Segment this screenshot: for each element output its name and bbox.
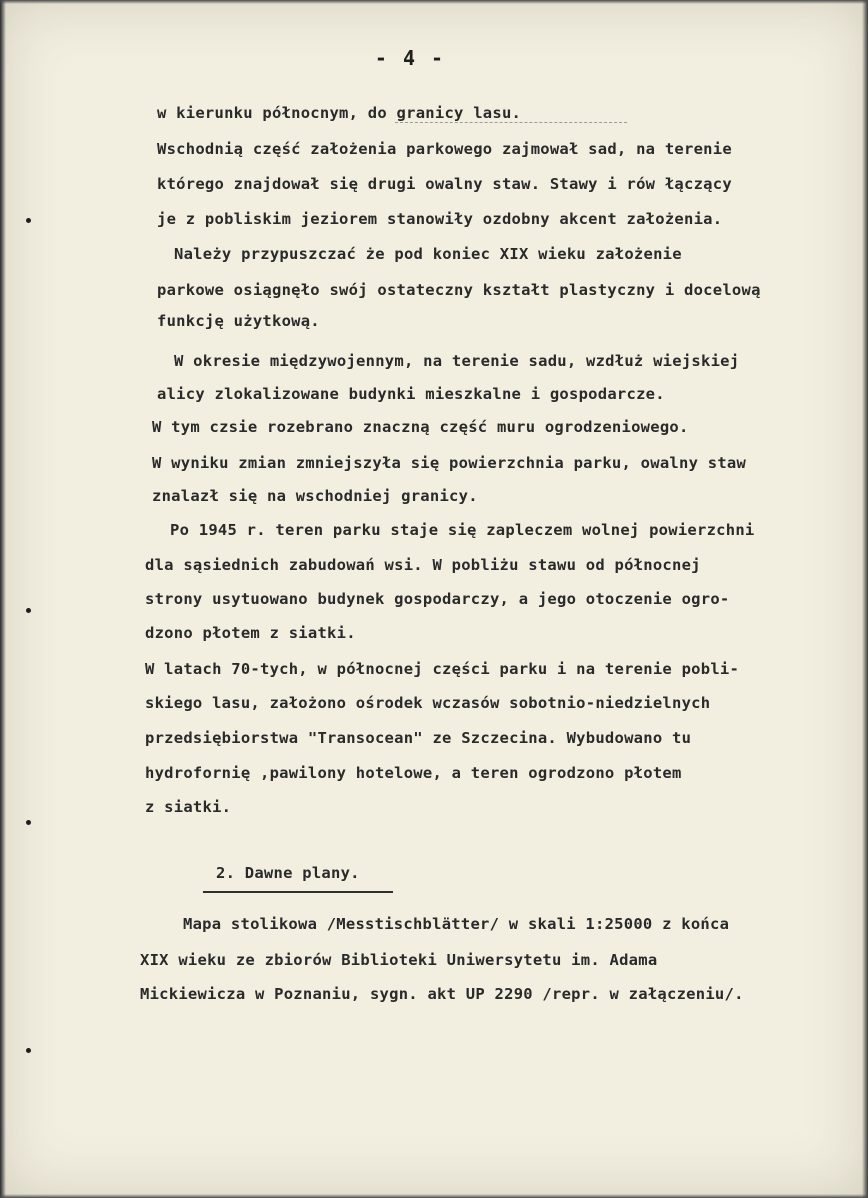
- punch-hole-mark: [26, 218, 31, 223]
- text-line: parkowe osiągnęło swój ostateczny kształt plastyczny i docelową: [157, 281, 761, 299]
- text-line: znalazł się na wschodniej granicy.: [152, 487, 478, 505]
- heading-underline: [203, 891, 393, 893]
- text-line: z siatki.: [145, 798, 232, 816]
- page-number: - 4 -: [374, 46, 446, 70]
- text-line: Mapa stolikowa /Messtischblätter/ w skali 1:25000 z końca: [183, 915, 730, 933]
- text-line: dzono płotem z siatki.: [145, 624, 356, 642]
- punch-hole-mark: [26, 1048, 31, 1053]
- scan-edge-top: [0, 0, 868, 4]
- punch-hole-mark: [26, 608, 31, 613]
- text-line: W latach 70-tych, w północnej części parku i na terenie pobli-: [145, 660, 740, 678]
- text-line: strony usytuowano budynek gospodarczy, a jego otoczenie ogro-: [145, 590, 730, 608]
- text-line: w kierunku północnym, do granicy lasu.: [157, 104, 522, 122]
- text-line: Po 1945 r. teren parku staje się zapleczem wolnej powierzchni: [170, 521, 755, 539]
- section-heading: 2. Dawne plany.: [216, 864, 360, 882]
- text-line: XIX wieku ze zbiorów Biblioteki Uniwersytetu im. Adama: [140, 951, 658, 969]
- scan-edge-bottom: [0, 1194, 868, 1198]
- scan-edge-left: [0, 0, 6, 1198]
- text-line: alicy zlokalizowane budynki mieszkalne i gospodarcze.: [157, 385, 665, 403]
- dotted-line-fill: [395, 122, 627, 123]
- text-line: skiego lasu, założono ośrodek wczasów sobotnio-niedzielnych: [145, 694, 711, 712]
- text-line: Należy przypuszczać że pod koniec XIX wieku założenie: [174, 245, 682, 263]
- text-line: dla sąsiednich zabudowań wsi. W pobliżu stawu od północnej: [145, 556, 701, 574]
- text-line: je z pobliskim jeziorem stanowiły ozdobny akcent założenia.: [157, 210, 723, 228]
- text-line: W okresie międzywojennym, na terenie sadu, wzdłuż wiejskiej: [174, 352, 740, 370]
- text-line: W wyniku zmian zmniejszyła się powierzchnia parku, owalny staw: [152, 454, 747, 472]
- text-line: W tym czsie rozebrano znaczną część muru ogrodzeniowego.: [152, 418, 689, 436]
- text-line: funkcję użytkową.: [157, 312, 320, 330]
- text-line: hydrofornię ,pawilony hotelowe, a teren ogrodzono płotem: [145, 764, 682, 782]
- text-line: którego znajdował się drugi owalny staw. Stawy i rów łączący: [157, 175, 732, 193]
- punch-hole-mark: [26, 820, 31, 825]
- text-line: Wschodnią część założenia parkowego zajmował sad, na terenie: [157, 140, 732, 158]
- text-line: przedsiębiorstwa "Transocean" ze Szczecina. Wybudowano tu: [145, 729, 692, 747]
- text-line: Mickiewicza w Poznaniu, sygn. akt UP 2290 /repr. w załączeniu/.: [140, 985, 744, 1003]
- scan-edge-right: [862, 0, 868, 1198]
